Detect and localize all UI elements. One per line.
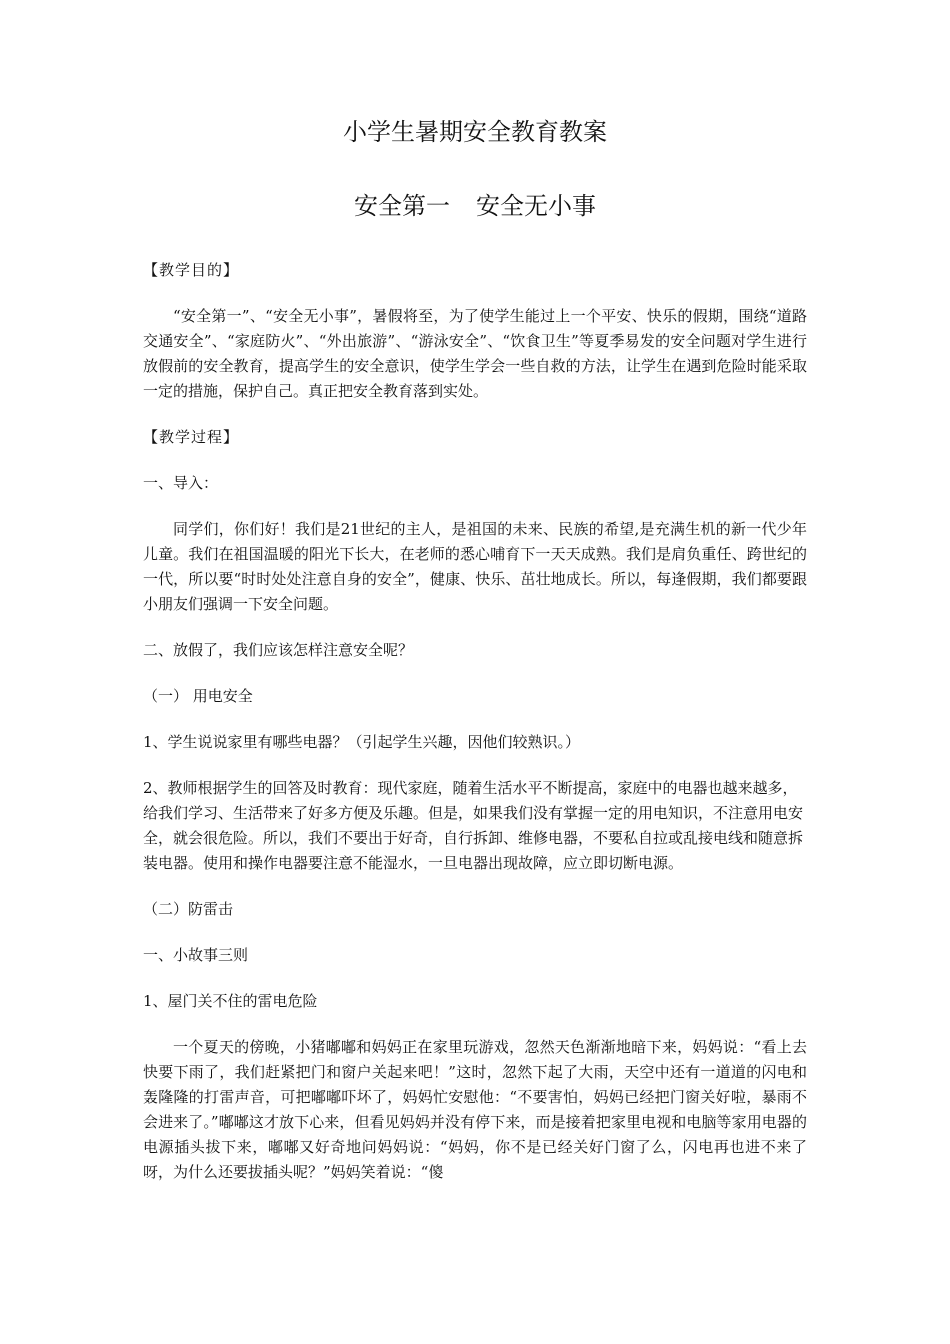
paragraph-objective: “安全第一”、“安全无小事”，暑假将至，为了使学生能过上一个平安、快乐的假期，围绕“道路交通安全”、“家庭防火”、“外出旅游”、“游泳安全”、“饮食卫生”等夏季易发的安全问题对学生进行放假前的安全教育，提高学生的安全意识，使学生学会一些自救的方法，让学生在遇到危险时能采取一定的措施，保护自己。真正把安全教育落到实处。 (143, 307, 807, 400)
subheading-electricity: （一） 用电安全 (143, 687, 253, 705)
document-title: 小学生暑期安全教育教案 (343, 118, 607, 146)
document-subtitle (0, 191, 950, 221)
item-electricity-2: 2、教师根据学生的回答及时教育：现代家庭，随着生活水平不断提高，家庭中的电器也越来越多，给我们学习、生活带来了好多方便及乐趣。但是，如果我们没有掌握一定的用电知识，不注意用电安全，就会很危险。所以，我们不要出于好奇，自行拆卸、维修电器，不要私自拉或乱接电线和随意拆装电器。使用和操作电器要注意不能湿水，一旦电器出现故障，应立即切断电源。 (143, 779, 804, 872)
section-heading-objective: 【教学目的】 (143, 261, 240, 279)
subtitle-left: 安全第一 (354, 192, 450, 220)
story-title-1: 1、屋门关不住的雷电危险 (143, 992, 318, 1010)
paragraph-introduction: 同学们，你们好！我们是21世纪的主人，是祖国的未来、民族的希望,是充满生机的新一代少年儿童。我们在祖国温暖的阳光下长大，在老师的悉心哺育下一天天成熟。我们是肩负重任、跨世纪的一代，所以要“时时处处注意自身的安全”，健康、快乐、茁壮地成长。所以，每逢假期，我们都要跟小朋友们强调一下安全问题。 (143, 520, 807, 613)
subheading-lightning: （二）防雷击 (143, 900, 234, 918)
item-electricity-1: 1、学生说说家里有哪些电器？（引起学生兴趣，因他们较熟识。） (143, 733, 581, 751)
heading-introduction: 一、导入： (143, 474, 219, 492)
heading-stories: 一、小故事三则 (143, 946, 249, 964)
section-heading-process: 【教学过程】 (143, 428, 240, 446)
document-body (143, 258, 807, 1185)
story-paragraph-1: 一个夏天的傍晚，小猪嘟嘟和妈妈正在家里玩游戏，忽然天色渐渐地暗下来，妈妈说：“看上去快要下雨了，我们赶紧把门和窗户关起来吧！”这时，忽然下起了大雨，天空中还有一道道的闪电和轰隆隆的打雷声音，可把嘟嘟吓坏了，妈妈忙安慰他：“不要害怕，妈妈已经把门窗关好啦，暴雨不会进来了。”嘟嘟这才放下心来，但看见妈妈并没有停下来，而是接着把家里电视和电脑等家用电器的电源插头拔下来，嘟嘟又好奇地问妈妈说：“妈妈，你不是已经关好门窗了么，闪电再也进不来了呀，为什么还要拔插头呢？”妈妈笑着说：“傻 (143, 1038, 807, 1181)
heading-part-two: 二、放假了，我们应该怎样注意安全呢？ (143, 641, 414, 659)
subtitle-right: 安全无小事 (476, 192, 596, 220)
